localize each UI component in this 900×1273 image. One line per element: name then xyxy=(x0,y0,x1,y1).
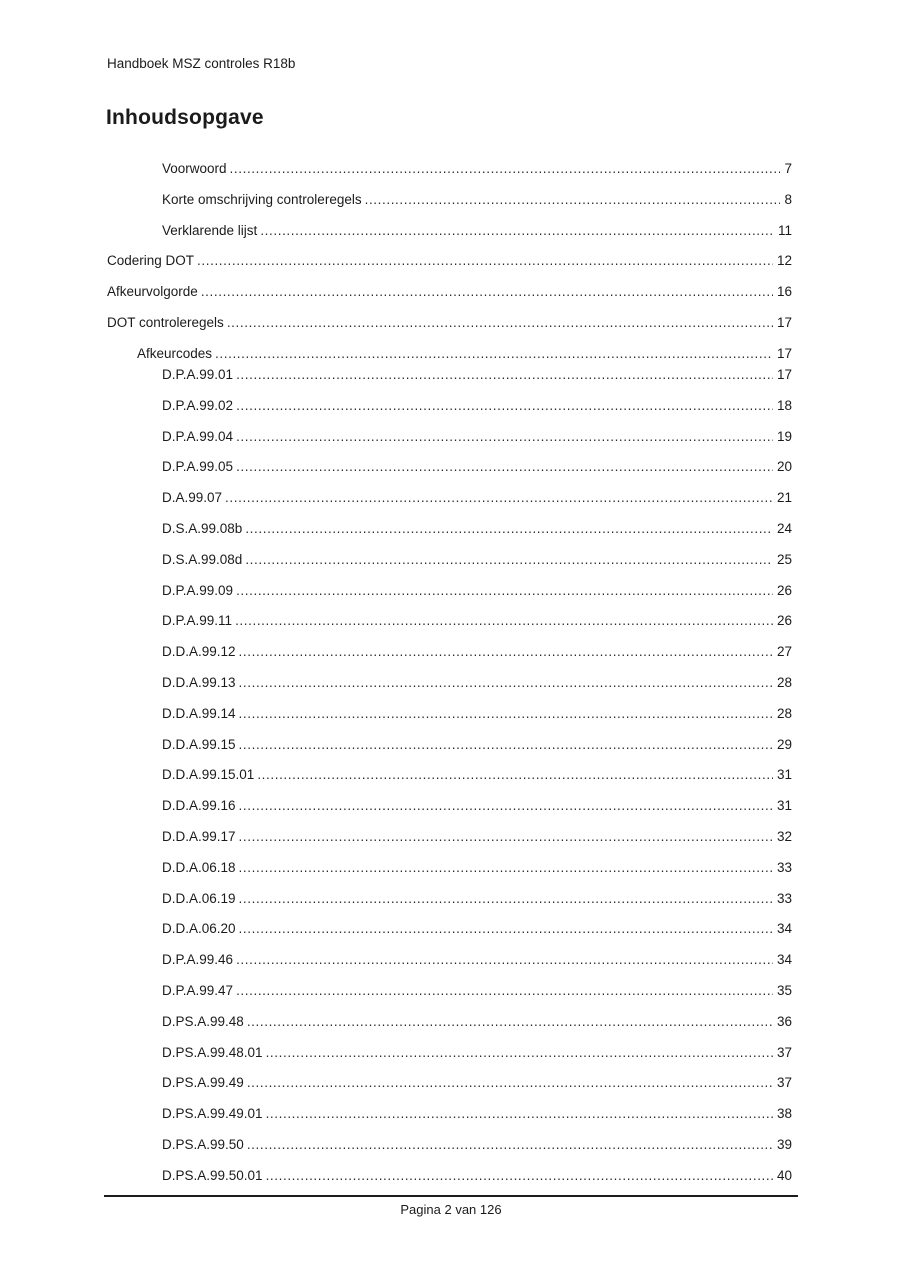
toc-entry-label: D.P.A.99.01 xyxy=(162,366,234,382)
toc-entry-label: D.PS.A.99.48 xyxy=(162,1013,244,1029)
toc-leader-dots xyxy=(236,951,773,969)
toc-entry[interactable] xyxy=(107,612,792,630)
toc-entry[interactable] xyxy=(107,1074,792,1092)
toc-entry-page: 16 xyxy=(776,284,792,300)
toc-entry-label: Korte omschrijving controleregels xyxy=(162,191,362,207)
toc-entry[interactable] xyxy=(107,366,792,384)
toc-entry-label: D.PS.A.99.49.01 xyxy=(162,1106,263,1122)
toc-entry[interactable] xyxy=(107,890,792,908)
toc-leader-dots xyxy=(215,345,773,363)
toc-entry-page: 33 xyxy=(776,859,792,875)
toc-entry[interactable] xyxy=(107,520,792,538)
toc-entry-page: 38 xyxy=(776,1106,792,1122)
toc-leader-dots xyxy=(247,1136,773,1154)
toc-leader-dots xyxy=(236,366,773,384)
toc-entry[interactable] xyxy=(107,283,792,301)
toc-leader-dots xyxy=(236,428,773,446)
toc-entry-label: Voorwoord xyxy=(162,161,227,176)
toc-entry-label: Verklarende lijst xyxy=(162,222,258,238)
toc-entry-page: 18 xyxy=(776,397,792,413)
toc-entry[interactable] xyxy=(107,705,792,723)
page-title: Inhoudsopgave xyxy=(106,106,264,130)
toc-entry-page: 25 xyxy=(776,551,792,567)
toc-leader-dots xyxy=(236,458,773,476)
toc-entry-label: D.D.A.99.17 xyxy=(162,828,236,844)
toc-leader-dots xyxy=(239,890,773,908)
toc-entry-label: D.D.A.06.18 xyxy=(162,859,236,875)
toc-entry[interactable] xyxy=(107,1105,792,1123)
toc-entry[interactable] xyxy=(107,191,792,209)
toc-entry-page: 7 xyxy=(784,161,792,176)
toc-leader-dots xyxy=(365,191,781,209)
toc-entry[interactable] xyxy=(107,1044,792,1062)
toc-entry-label: D.P.A.99.05 xyxy=(162,459,234,475)
toc-entry[interactable] xyxy=(107,766,792,784)
toc-entry-label: D.D.A.99.14 xyxy=(162,705,236,721)
toc-entry-label: D.P.A.99.02 xyxy=(162,397,234,413)
toc-entry-label: Afkeurvolgorde xyxy=(107,284,198,300)
toc-entry-label: D.D.A.06.19 xyxy=(162,890,236,906)
toc-leader-dots xyxy=(245,551,773,569)
toc-entry[interactable] xyxy=(107,160,792,178)
toc-entry-page: 17 xyxy=(776,366,792,382)
toc-entry[interactable] xyxy=(107,582,792,600)
toc-entry-page: 35 xyxy=(776,982,792,998)
toc-entry-label: D.D.A.99.15 xyxy=(162,736,236,752)
toc-entry-page: 34 xyxy=(776,921,792,937)
toc-entry-page: 8 xyxy=(784,191,792,207)
toc-entry[interactable] xyxy=(107,428,792,446)
toc-entry-page: 34 xyxy=(776,952,792,968)
toc-entry-page: 24 xyxy=(776,520,792,536)
toc-entry[interactable] xyxy=(107,222,792,240)
toc-leader-dots xyxy=(239,828,773,846)
toc-entry-label: D.PS.A.99.49 xyxy=(162,1075,244,1091)
toc-entry[interactable] xyxy=(107,551,792,569)
toc-leader-dots xyxy=(245,520,773,538)
toc-entry-page: 27 xyxy=(776,644,792,660)
toc-entry-page: 29 xyxy=(776,736,792,752)
toc-entry-label: D.P.A.99.04 xyxy=(162,428,234,444)
toc-entry[interactable] xyxy=(107,859,792,877)
toc-leader-dots xyxy=(260,222,774,240)
toc-entry-page: 17 xyxy=(776,314,792,330)
toc-entry-label: D.PS.A.99.48.01 xyxy=(162,1044,263,1060)
toc-entry-page: 28 xyxy=(776,705,792,721)
toc-entry[interactable] xyxy=(107,252,792,270)
toc-leader-dots xyxy=(247,1013,773,1031)
toc-leader-dots xyxy=(236,397,773,415)
toc-leader-dots xyxy=(239,736,773,754)
page-footer: Pagina 2 van 126 xyxy=(400,1202,502,1217)
toc-leader-dots xyxy=(235,612,773,630)
toc-entry-label: Afkeurcodes xyxy=(137,345,213,361)
toc-leader-dots xyxy=(266,1044,773,1062)
toc-entry-label: D.A.99.07 xyxy=(162,490,223,506)
toc-leader-dots xyxy=(257,766,773,784)
footer-divider-line xyxy=(104,1195,798,1197)
toc-leader-dots xyxy=(197,252,773,270)
toc-entry-label: Codering DOT xyxy=(107,253,195,269)
toc-list xyxy=(107,160,792,1197)
toc-entry-page: 39 xyxy=(776,1136,792,1152)
toc-entry-page: 19 xyxy=(776,428,792,444)
toc-entry[interactable] xyxy=(107,920,792,938)
toc-entry-page: 31 xyxy=(776,767,792,783)
toc-entry-page: 37 xyxy=(776,1044,792,1060)
toc-entry-label: D.PS.A.99.50.01 xyxy=(162,1167,263,1183)
toc-entry[interactable] xyxy=(107,797,792,815)
toc-entry[interactable] xyxy=(107,828,792,846)
toc-leader-dots xyxy=(225,489,773,507)
toc-entry-label: DOT controleregels xyxy=(107,314,224,330)
toc-entry[interactable] xyxy=(107,951,792,969)
toc-entry-page: 20 xyxy=(776,459,792,475)
toc-entry[interactable] xyxy=(107,1167,792,1185)
toc-entry-label: D.S.A.99.08d xyxy=(162,551,243,567)
toc-leader-dots xyxy=(201,283,773,301)
toc-leader-dots xyxy=(266,1167,773,1185)
toc-entry[interactable] xyxy=(107,982,792,1000)
toc-entry[interactable] xyxy=(107,674,792,692)
toc-entry[interactable] xyxy=(107,489,792,507)
toc-entry-label: D.P.A.99.09 xyxy=(162,582,234,598)
toc-leader-dots xyxy=(230,160,781,178)
toc-leader-dots xyxy=(239,643,773,661)
toc-entry[interactable] xyxy=(107,643,792,661)
toc-entry-label: D.P.A.99.47 xyxy=(162,982,234,998)
toc-leader-dots xyxy=(227,314,773,332)
toc-entry-page: 12 xyxy=(776,253,792,269)
toc-entry-label: D.D.A.99.16 xyxy=(162,798,236,814)
toc-leader-dots xyxy=(239,797,773,815)
toc-entry-page: 40 xyxy=(776,1167,792,1183)
toc-entry-label: D.D.A.99.13 xyxy=(162,674,236,690)
toc-entry[interactable] xyxy=(107,397,792,415)
toc-entry[interactable] xyxy=(107,458,792,476)
toc-leader-dots xyxy=(266,1105,773,1123)
toc-entry-label: D.P.A.99.46 xyxy=(162,952,234,968)
toc-entry-page: 21 xyxy=(776,490,792,506)
toc-entry[interactable] xyxy=(107,314,792,332)
toc-entry-label: D.S.A.99.08b xyxy=(162,520,243,536)
toc-entry[interactable] xyxy=(107,345,792,363)
toc-leader-dots xyxy=(239,705,773,723)
toc-entry-page: 31 xyxy=(776,798,792,814)
toc-entry-page: 36 xyxy=(776,1013,792,1029)
toc-leader-dots xyxy=(236,982,773,1000)
toc-leader-dots xyxy=(247,1074,773,1092)
toc-entry-page: 11 xyxy=(777,222,792,238)
toc-leader-dots xyxy=(239,920,773,938)
toc-entry-page: 26 xyxy=(776,582,792,598)
toc-leader-dots xyxy=(236,582,773,600)
toc-entry-page: 28 xyxy=(776,674,792,690)
toc-leader-dots xyxy=(239,859,773,877)
toc-entry-label: D.PS.A.99.50 xyxy=(162,1136,244,1152)
toc-entry-label: D.D.A.99.12 xyxy=(162,644,236,660)
toc-entry-label: D.D.A.99.15.01 xyxy=(162,767,255,783)
document-header: Handboek MSZ controles R18b xyxy=(107,56,296,71)
toc-entry-page: 37 xyxy=(776,1075,792,1091)
toc-entry[interactable] xyxy=(107,1136,792,1154)
toc-entry-page: 33 xyxy=(776,890,792,906)
toc-entry-page: 32 xyxy=(776,828,792,844)
toc-leader-dots xyxy=(239,674,773,692)
toc-entry[interactable] xyxy=(107,736,792,754)
toc-entry-label: D.D.A.06.20 xyxy=(162,921,236,937)
toc-entry[interactable] xyxy=(107,1013,792,1031)
toc-entry-label: D.P.A.99.11 xyxy=(162,613,233,629)
toc-entry-page: 17 xyxy=(776,345,792,361)
toc-entry-page: 26 xyxy=(776,613,792,629)
